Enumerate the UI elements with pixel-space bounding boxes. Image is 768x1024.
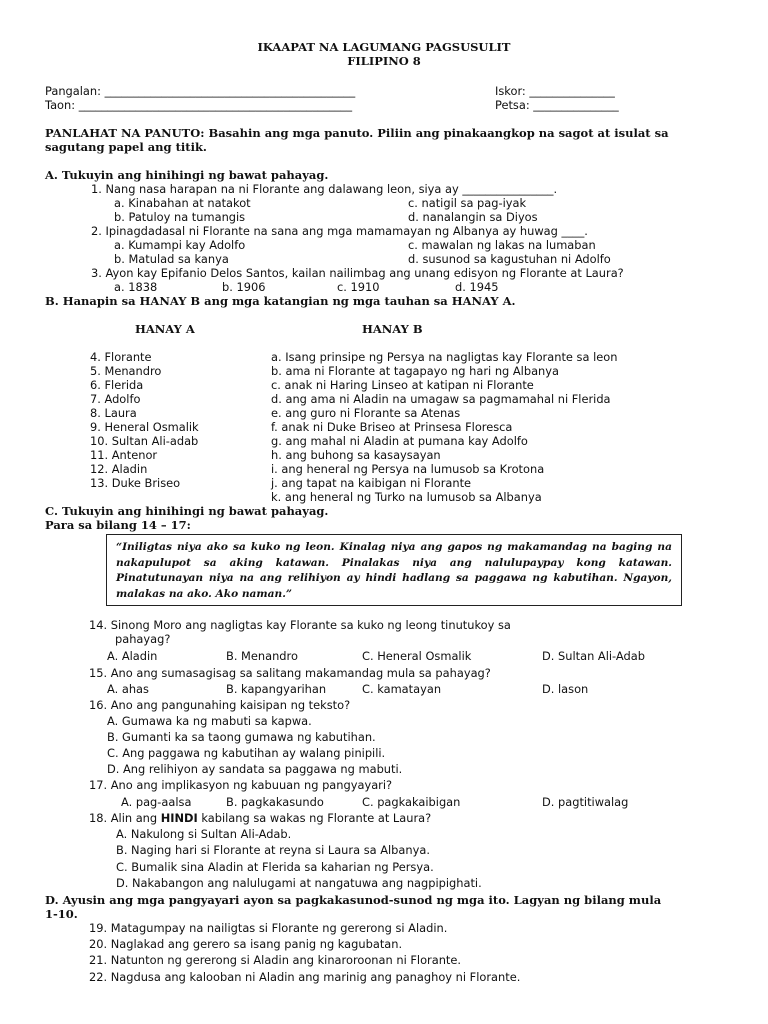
exam-subject: FILIPINO 8 bbox=[347, 54, 421, 68]
hanay-a-item: 8. Laura bbox=[90, 406, 137, 420]
exam-title: IKAAPAT NA LAGUMANG PAGSUSULIT bbox=[257, 40, 511, 54]
sequence-item: 20. Naglakad ang gerero sa isang panig ng kagubatan. bbox=[89, 937, 403, 951]
q18-option-d: D. Nakabangon ang nalulugami at nangatuwa ang nagpipighati. bbox=[116, 876, 482, 890]
hanay-a-heading: HANAY A bbox=[135, 322, 195, 336]
q1-option-b: b. Patuloy na tumangis bbox=[114, 210, 246, 224]
q14-option-a: A. Aladin bbox=[107, 649, 158, 663]
sequence-item: 21. Natunton ng gererong si Aladin ang kinaroroonan ni Florante. bbox=[89, 953, 462, 967]
hanay-a-item: 5. Menandro bbox=[90, 364, 162, 378]
question-18-emphasis: HINDI bbox=[160, 811, 198, 825]
hanay-b-item: f. anak ni Duke Briseo at Prinsesa Floresca bbox=[271, 420, 513, 434]
q2-option-b: b. Matulad sa kanya bbox=[114, 252, 229, 266]
hanay-a-item: 11. Antenor bbox=[90, 448, 158, 462]
question-18-text: 18. Alin ang bbox=[89, 811, 161, 825]
hanay-b-item: i. ang heneral ng Persya na lumusob sa Krotona bbox=[271, 462, 545, 476]
hanay-b-item: c. anak ni Haring Linseo at katipan ni Florante bbox=[271, 378, 534, 392]
q2-option-c: c. mawalan ng lakas na lumaban bbox=[408, 238, 596, 252]
q17-option-d: D. pagtitiwalag bbox=[542, 795, 629, 809]
section-d-heading: D. Ayusin ang mga pangyayari ayon sa pagkakasunod-sunod ng mga ito. Lagyan ng bilang mula bbox=[45, 893, 662, 907]
question-2: 2. Ipinagdadasal ni Florante na sana ang mga mamamayan ng Albanya ay huwag ____. bbox=[91, 224, 588, 238]
q16-option-b: B. Gumanti ka sa taong gumawa ng kabutihan. bbox=[107, 730, 376, 744]
q14-option-d: D. Sultan Ali-Adab bbox=[542, 649, 645, 663]
q18-option-b: B. Naging hari si Florante at reyna si Laura sa Albanya. bbox=[116, 843, 430, 857]
q1-option-c: c. natigil sa pag-iyak bbox=[408, 196, 527, 210]
q15-option-d: D. lason bbox=[542, 682, 589, 696]
q3-option-b: b. 1906 bbox=[222, 280, 266, 294]
question-18 bbox=[89, 811, 431, 825]
hanay-a-item: 12. Aladin bbox=[90, 462, 148, 476]
sequence-item: 19. Matagumpay na nailigtas si Florante ng gererong si Aladin. bbox=[89, 921, 448, 935]
hanay-b-item: j. ang tapat na kaibigan ni Florante bbox=[271, 476, 472, 490]
sequence-item: 22. Nagdusa ang kalooban ni Aladin ang marinig ang panaghoy ni Florante. bbox=[89, 970, 521, 984]
date-field: Petsa: _______________ bbox=[495, 98, 619, 112]
q17-option-b: B. pagkakasundo bbox=[226, 795, 324, 809]
hanay-b-item: k. ang heneral ng Turko na lumusob sa Albanya bbox=[271, 490, 542, 504]
q18-option-a: A. Nakulong si Sultan Ali-Adab. bbox=[116, 827, 292, 841]
question-18-text-end: kabilang sa wakas ng Florante at Laura? bbox=[197, 811, 432, 825]
hanay-b-item: b. ama ni Florante at tagapayo ng hari ng Albanya bbox=[271, 364, 559, 378]
hanay-b-item: a. Isang prinsipe ng Persya na nagligtas kay Florante sa leon bbox=[271, 350, 618, 364]
hanay-a-item: 7. Adolfo bbox=[90, 392, 141, 406]
question-14: 14. Sinong Moro ang nagligtas kay Florante sa kuko ng leong tinutukoy sa bbox=[89, 618, 511, 632]
question-16: 16. Ano ang pangunahing kaisipan ng teksto? bbox=[89, 698, 351, 712]
q1-option-a: a. Kinabahan at natakot bbox=[114, 196, 251, 210]
question-14-cont: pahayag? bbox=[115, 632, 171, 646]
q17-option-a: A. pag-aalsa bbox=[121, 795, 192, 809]
question-17: 17. Ano ang implikasyon ng kabuuan ng pangyayari? bbox=[89, 778, 393, 792]
section-b-heading: B. Hanapin sa HANAY B ang mga katangian ng mga tauhan sa HANAY A. bbox=[45, 294, 516, 308]
q15-option-c: C. kamatayan bbox=[362, 682, 442, 696]
passage-quote: “Iniligtas niya ako sa kuko ng leon. Kinalag niya ang gapos ng makamandag na baging na nakapulupot sa aking katawan. Pinalakas niya ang nalulupaypay kong katawan. Pinatutunayan niya na ang relihiyon ay hindi hadlang sa paggawa ng kabutihan. Ngayon, malakas na ako. Ako naman.” bbox=[116, 541, 672, 600]
year-field: Taon: ________________________________________________ bbox=[45, 98, 353, 112]
section-d-heading-cont: 1-10. bbox=[45, 907, 78, 921]
passage-box bbox=[106, 534, 682, 606]
q3-option-d: d. 1945 bbox=[455, 280, 499, 294]
name-field: Pangalan: ____________________________________________ bbox=[45, 84, 356, 98]
hanay-b-heading: HANAY B bbox=[362, 322, 423, 336]
q2-option-d: d. susunod sa kagustuhan ni Adolfo bbox=[408, 252, 611, 266]
hanay-a-item: 4. Florante bbox=[90, 350, 152, 364]
hanay-a-item: 6. Flerida bbox=[90, 378, 144, 392]
q16-option-a: A. Gumawa ka ng mabuti sa kapwa. bbox=[107, 714, 312, 728]
section-a-heading: A. Tukuyin ang hinihingi ng bawat pahayag. bbox=[45, 168, 329, 182]
general-instructions-cont: sagutang papel ang titik. bbox=[45, 140, 207, 154]
hanay-a-item: 9. Heneral Osmalik bbox=[90, 420, 199, 434]
question-1: 1. Nang nasa harapan na ni Florante ang dalawang leon, siya ay ________________. bbox=[91, 182, 558, 196]
q16-option-d: D. Ang relihiyon ay sandata sa paggawa ng mabuti. bbox=[107, 762, 403, 776]
q15-option-b: B. kapangyarihan bbox=[226, 682, 327, 696]
q2-option-a: a. Kumampi kay Adolfo bbox=[114, 238, 246, 252]
hanay-b-item: g. ang mahal ni Aladin at pumana kay Adolfo bbox=[271, 434, 528, 448]
q15-option-a: A. ahas bbox=[107, 682, 149, 696]
q14-option-b: B. Menandro bbox=[226, 649, 298, 663]
q17-option-c: C. pagkakaibigan bbox=[362, 795, 461, 809]
hanay-b-item: e. ang guro ni Florante sa Atenas bbox=[271, 406, 461, 420]
section-c-heading: C. Tukuyin ang hinihingi ng bawat pahayag. bbox=[45, 504, 329, 518]
hanay-a-item: 10. Sultan Ali-adab bbox=[90, 434, 199, 448]
q1-option-d: d. nanalangin sa Diyos bbox=[408, 210, 538, 224]
q18-option-c: C. Bumalik sina Aladin at Flerida sa kaharian ng Persya. bbox=[116, 860, 434, 874]
hanay-a-item: 13. Duke Briseo bbox=[90, 476, 181, 490]
question-15: 15. Ano ang sumasagisag sa salitang makamandag mula sa pahayag? bbox=[89, 666, 491, 680]
question-3: 3. Ayon kay Epifanio Delos Santos, kailan nailimbag ang unang edisyon ng Florante at Laura? bbox=[91, 266, 624, 280]
q14-option-c: C. Heneral Osmalik bbox=[362, 649, 472, 663]
score-field: Iskor: _______________ bbox=[495, 84, 615, 98]
section-c-passage-label: Para sa bilang 14 – 17: bbox=[45, 518, 191, 532]
hanay-b-item: h. ang buhong sa kasaysayan bbox=[271, 448, 441, 462]
general-instructions: PANLAHAT NA PANUTO: Basahin ang mga panuto. Piliin ang pinakaangkop na sagot at isulat sa bbox=[45, 126, 669, 140]
q3-option-c: c. 1910 bbox=[337, 280, 380, 294]
q3-option-a: a. 1838 bbox=[114, 280, 158, 294]
hanay-b-item: d. ang ama ni Aladin na umagaw sa pagmamahal ni Flerida bbox=[271, 392, 611, 406]
q16-option-c: C. Ang paggawa ng kabutihan ay walang pinipili. bbox=[107, 746, 386, 760]
